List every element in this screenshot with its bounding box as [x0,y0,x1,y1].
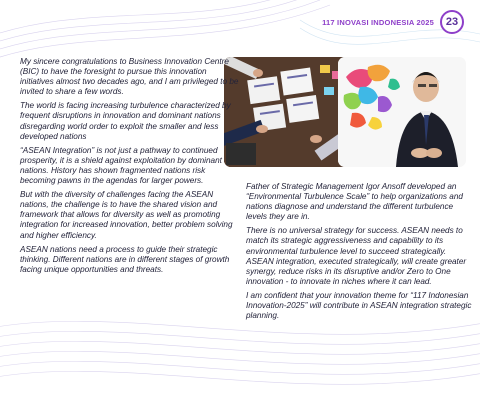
paragraph-diversity: But with the diversity of challenges facing the ASEAN nations, the challenge is to have the shared vision and framework that allows for diversity as well as promoting integration for increased innovation, better problem solving and higher efficiency. [20,190,233,240]
paragraph-turbulence: The world is facing increasing turbulence characterized by frequent disruptions in innovation and dominant nations disregarding world order to exploit the smaller and less developed nations [20,101,231,141]
right-text-column [246,182,472,325]
paragraph-congratulations: My sincere congratulations to Business Innovation Centre (BIC) to have the foresight to pursue this innovation initiatives almost two decades ago, and I am privileged to be invited to share a few words. [20,57,239,97]
page-header [322,8,464,36]
left-text-column [20,57,240,279]
page-number: 23 [440,10,464,34]
paragraph-no-universal-strategy: There is no universal strategy for success. ASEAN needs to match its strategic aggressiveness and capability to its environmental turbulence level to succeed strategically. ASEAN integration, executed strategically, will create greater synergy, reduce risks in its disruptive and/or Zero to One innovation - to innovate in niches where it can lead. [246,226,467,286]
paragraph-confidence: I am confident that your innovation theme for “117 Indonesian Innovation-2025” will contribute in ASEAN integration strategic planning. [246,290,472,321]
speaker-portrait-photo [338,57,466,167]
workshop-photo [224,57,352,167]
paragraph-asean-integration: “ASEAN Integration” is not just a pathway to continued prosperity, it is a shield against exploitation by dominant nations. History has shown fragmented nations risk becoming pawns in the agendas for larger powers. [20,145,222,186]
paragraph-ansoff: Father of Strategic Management Igor Ansoff developed an “Environmental Turbulence Scale” to help organizations and nations diagnose and understand the different turbulence levels they are in. [246,182,463,222]
paragraph-strategic-thinking: ASEAN nations need a process to guide their strategic thinking. Different nations are in different stages of growth facing unique opportunities and threats. [20,244,230,274]
publication-title: 117 INOVASI INDONESIA 2025 [322,17,434,27]
